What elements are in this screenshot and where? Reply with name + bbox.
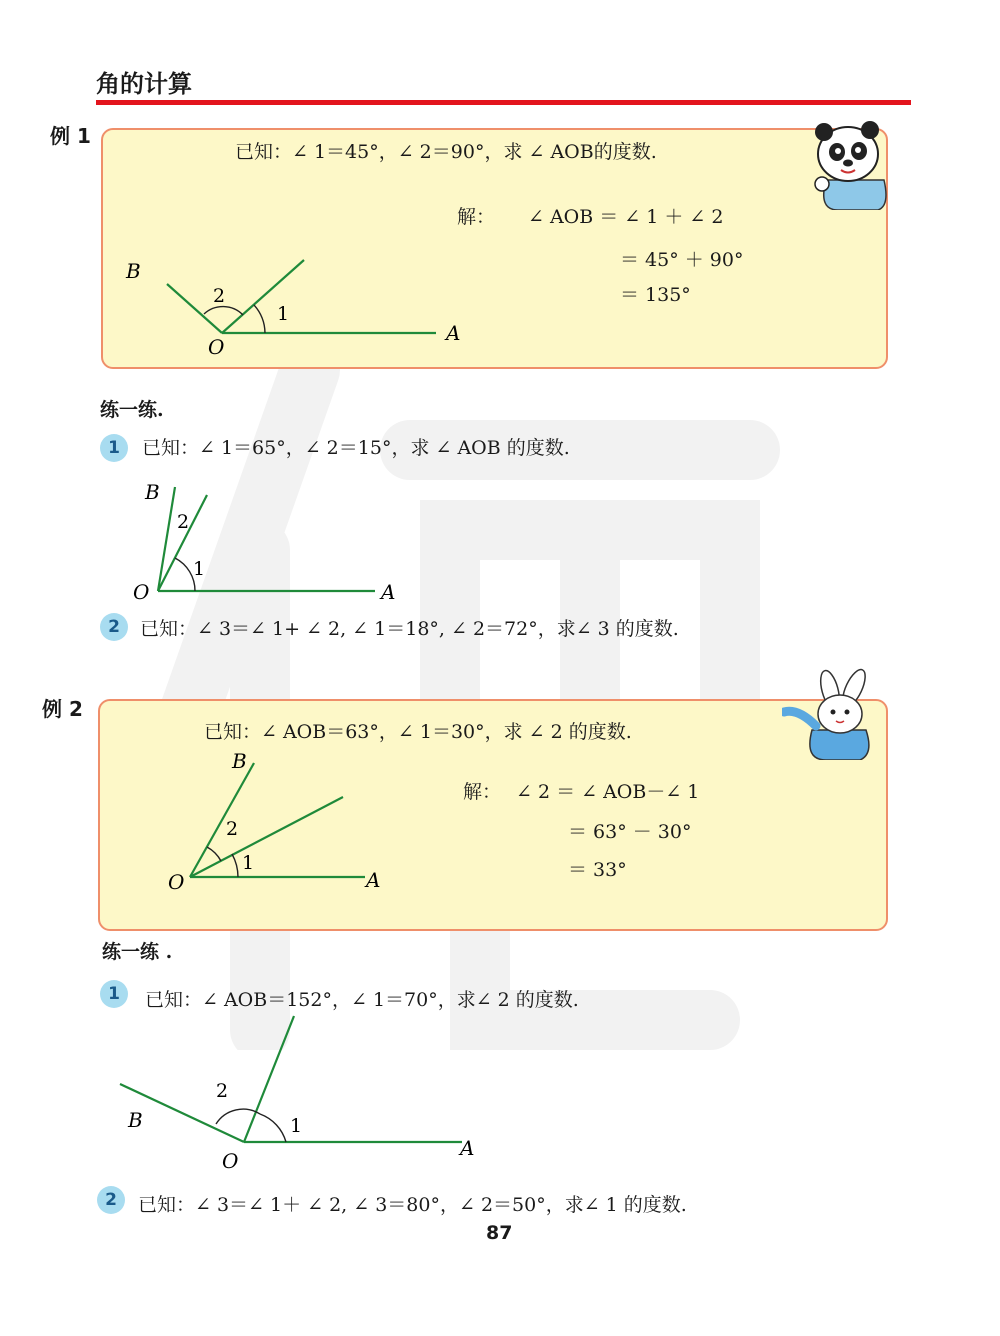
arc-angle-1: [254, 305, 265, 333]
label-1: 1: [193, 558, 206, 580]
rabbit-mascot-icon: [782, 668, 882, 760]
label-o: O: [208, 335, 225, 359]
label-a: A: [366, 868, 381, 892]
practice-2-q1-figure: [110, 1010, 490, 1180]
label-2: 2: [216, 1080, 229, 1102]
example-1-angle-figure: [120, 250, 480, 365]
example-1-label: 例 1: [50, 124, 91, 148]
practice-2-heading: 练一练 .: [102, 941, 173, 963]
example-2-solution-line2: ＝ 63° － 30°: [568, 821, 692, 843]
label-b: B: [145, 480, 160, 504]
example-2-solution-prefix: 解：: [463, 781, 502, 803]
practice-1-q1-text: 已知：∠ 1＝65°，∠ 2＝15°，求 ∠ AOB 的度数.: [142, 437, 570, 459]
label-b: B: [232, 749, 247, 773]
label-a: A: [460, 1136, 475, 1160]
page-title: 角的计算: [96, 70, 192, 98]
label-b: B: [128, 1108, 143, 1132]
example-2-question: 已知：∠ AOB＝63°，∠ 1＝30°，求 ∠ 2 的度数.: [204, 721, 632, 743]
label-a: A: [446, 321, 461, 345]
label-b: B: [126, 259, 141, 283]
example-1-solution-line1: ∠ AOB ＝ ∠ 1 ＋ ∠ 2: [528, 206, 724, 228]
example-2-label: 例 2: [42, 697, 83, 721]
label-2: 2: [226, 818, 239, 840]
example-2-angle-figure: [160, 745, 400, 895]
label-1: 1: [290, 1115, 303, 1137]
panda-mascot-icon: [808, 118, 890, 210]
practice-1-q1-number: 1: [100, 434, 128, 462]
example-1-solution-line2: ＝ 45° ＋ 90°: [620, 249, 744, 271]
label-o: O: [168, 870, 185, 894]
label-1: 1: [277, 303, 290, 325]
label-2: 2: [177, 511, 190, 533]
label-1: 1: [242, 852, 255, 874]
example-1-solution-prefix: 解：: [457, 206, 496, 228]
example-2-solution-line1: ∠ 2 ＝ ∠ AOB－∠ 1: [516, 781, 700, 803]
practice-2-q1-number: 1: [100, 980, 128, 1008]
example-2-solution-line3: ＝ 33°: [568, 859, 627, 881]
example-1-question: 已知：∠ 1＝45°，∠ 2＝90°，求 ∠ AOB的度数.: [235, 141, 657, 163]
practice-2-q2-number: 2: [97, 1186, 125, 1214]
practice-2-q1-text: 已知：∠ AOB＝152°，∠ 1＝70°，求∠ 2 的度数.: [145, 989, 579, 1011]
label-2: 2: [213, 285, 226, 307]
label-a: A: [381, 580, 396, 604]
practice-1-heading: 练一练.: [100, 399, 164, 421]
arc-angle-2: [204, 307, 243, 315]
label-o: O: [133, 580, 150, 604]
practice-1-q1-figure: [125, 475, 415, 605]
practice-1-q2-number: 2: [100, 613, 128, 641]
label-o: O: [222, 1149, 239, 1173]
page-number: 87: [486, 1222, 513, 1244]
practice-1-q2-text: 已知：∠ 3＝∠ 1+ ∠ 2, ∠ 1＝18°, ∠ 2＝72°，求∠ 3 的度数.: [140, 618, 679, 640]
practice-2-q2-text: 已知：∠ 3＝∠ 1＋ ∠ 2, ∠ 3＝80°，∠ 2＝50°，求∠ 1 的度数.: [138, 1194, 687, 1216]
example-1-solution-line3: ＝ 135°: [620, 284, 691, 306]
title-underline: [96, 100, 911, 105]
